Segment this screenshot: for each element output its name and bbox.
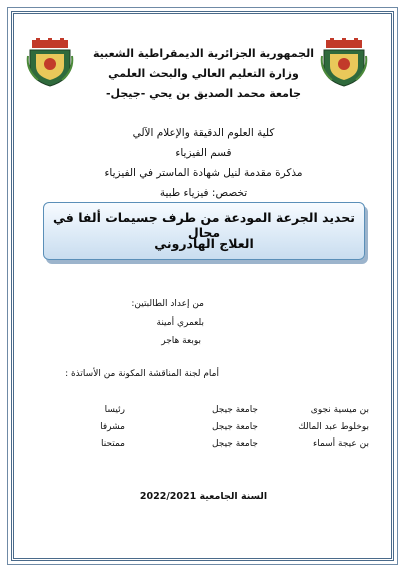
university-name: جامعة محمد الصديق بن يحي -جيجل- — [105, 87, 301, 100]
jury-member-name: بن ميسية نجوى — [310, 405, 369, 415]
jury-member-name: بن عيجة أسماء — [312, 439, 369, 449]
thesis-title-line2: العلاج الهادروني — [154, 236, 254, 251]
department-name: قسم الفيزياء — [175, 147, 232, 159]
student-name-1: بلعمري أمينة — [156, 318, 204, 328]
students-label: من إعداد الطالبتين: — [131, 299, 204, 309]
jury-member-role: ممتحنا — [100, 439, 125, 449]
student-name-2: بوبعة هاجر — [161, 336, 201, 346]
thesis-title-line1: تحديد الجرعة المودعة من طرف جسيمات ألفا في مجال — [53, 210, 355, 240]
academic-year: السنة الجامعية 2022/2021 — [139, 491, 268, 502]
republic-name: الجمهورية الجزائرية الديمقراطية الشعبية — [93, 47, 314, 60]
jury-member-university: جامعة جيجل — [211, 405, 258, 415]
jury-label: أمام لجنة المناقشة المكونة من الأساتذة : — [65, 369, 219, 379]
jury-member-role: رئيسا — [104, 405, 125, 415]
thesis-title-box — [43, 202, 365, 260]
specialty: تخصص: فيزياء طبية — [159, 187, 248, 199]
university-emblem-icon — [26, 38, 74, 88]
memoir-description: مذكرة مقدمة لنيل شهادة الماستر في الفيزياء — [104, 167, 303, 179]
jury-member-university: جامعة جيجل — [211, 422, 258, 432]
university-emblem-icon — [320, 38, 368, 88]
jury-member-name: بوخلوط عبد المالك — [298, 422, 369, 432]
jury-member-university: جامعة جيجل — [211, 439, 258, 449]
jury-member-role: مشرفا — [100, 422, 125, 432]
ministry-name: وزارة التعليم العالي والبحث العلمي — [108, 67, 299, 80]
faculty-name: كلية العلوم الدقيقة والإعلام الآلي — [132, 127, 275, 139]
